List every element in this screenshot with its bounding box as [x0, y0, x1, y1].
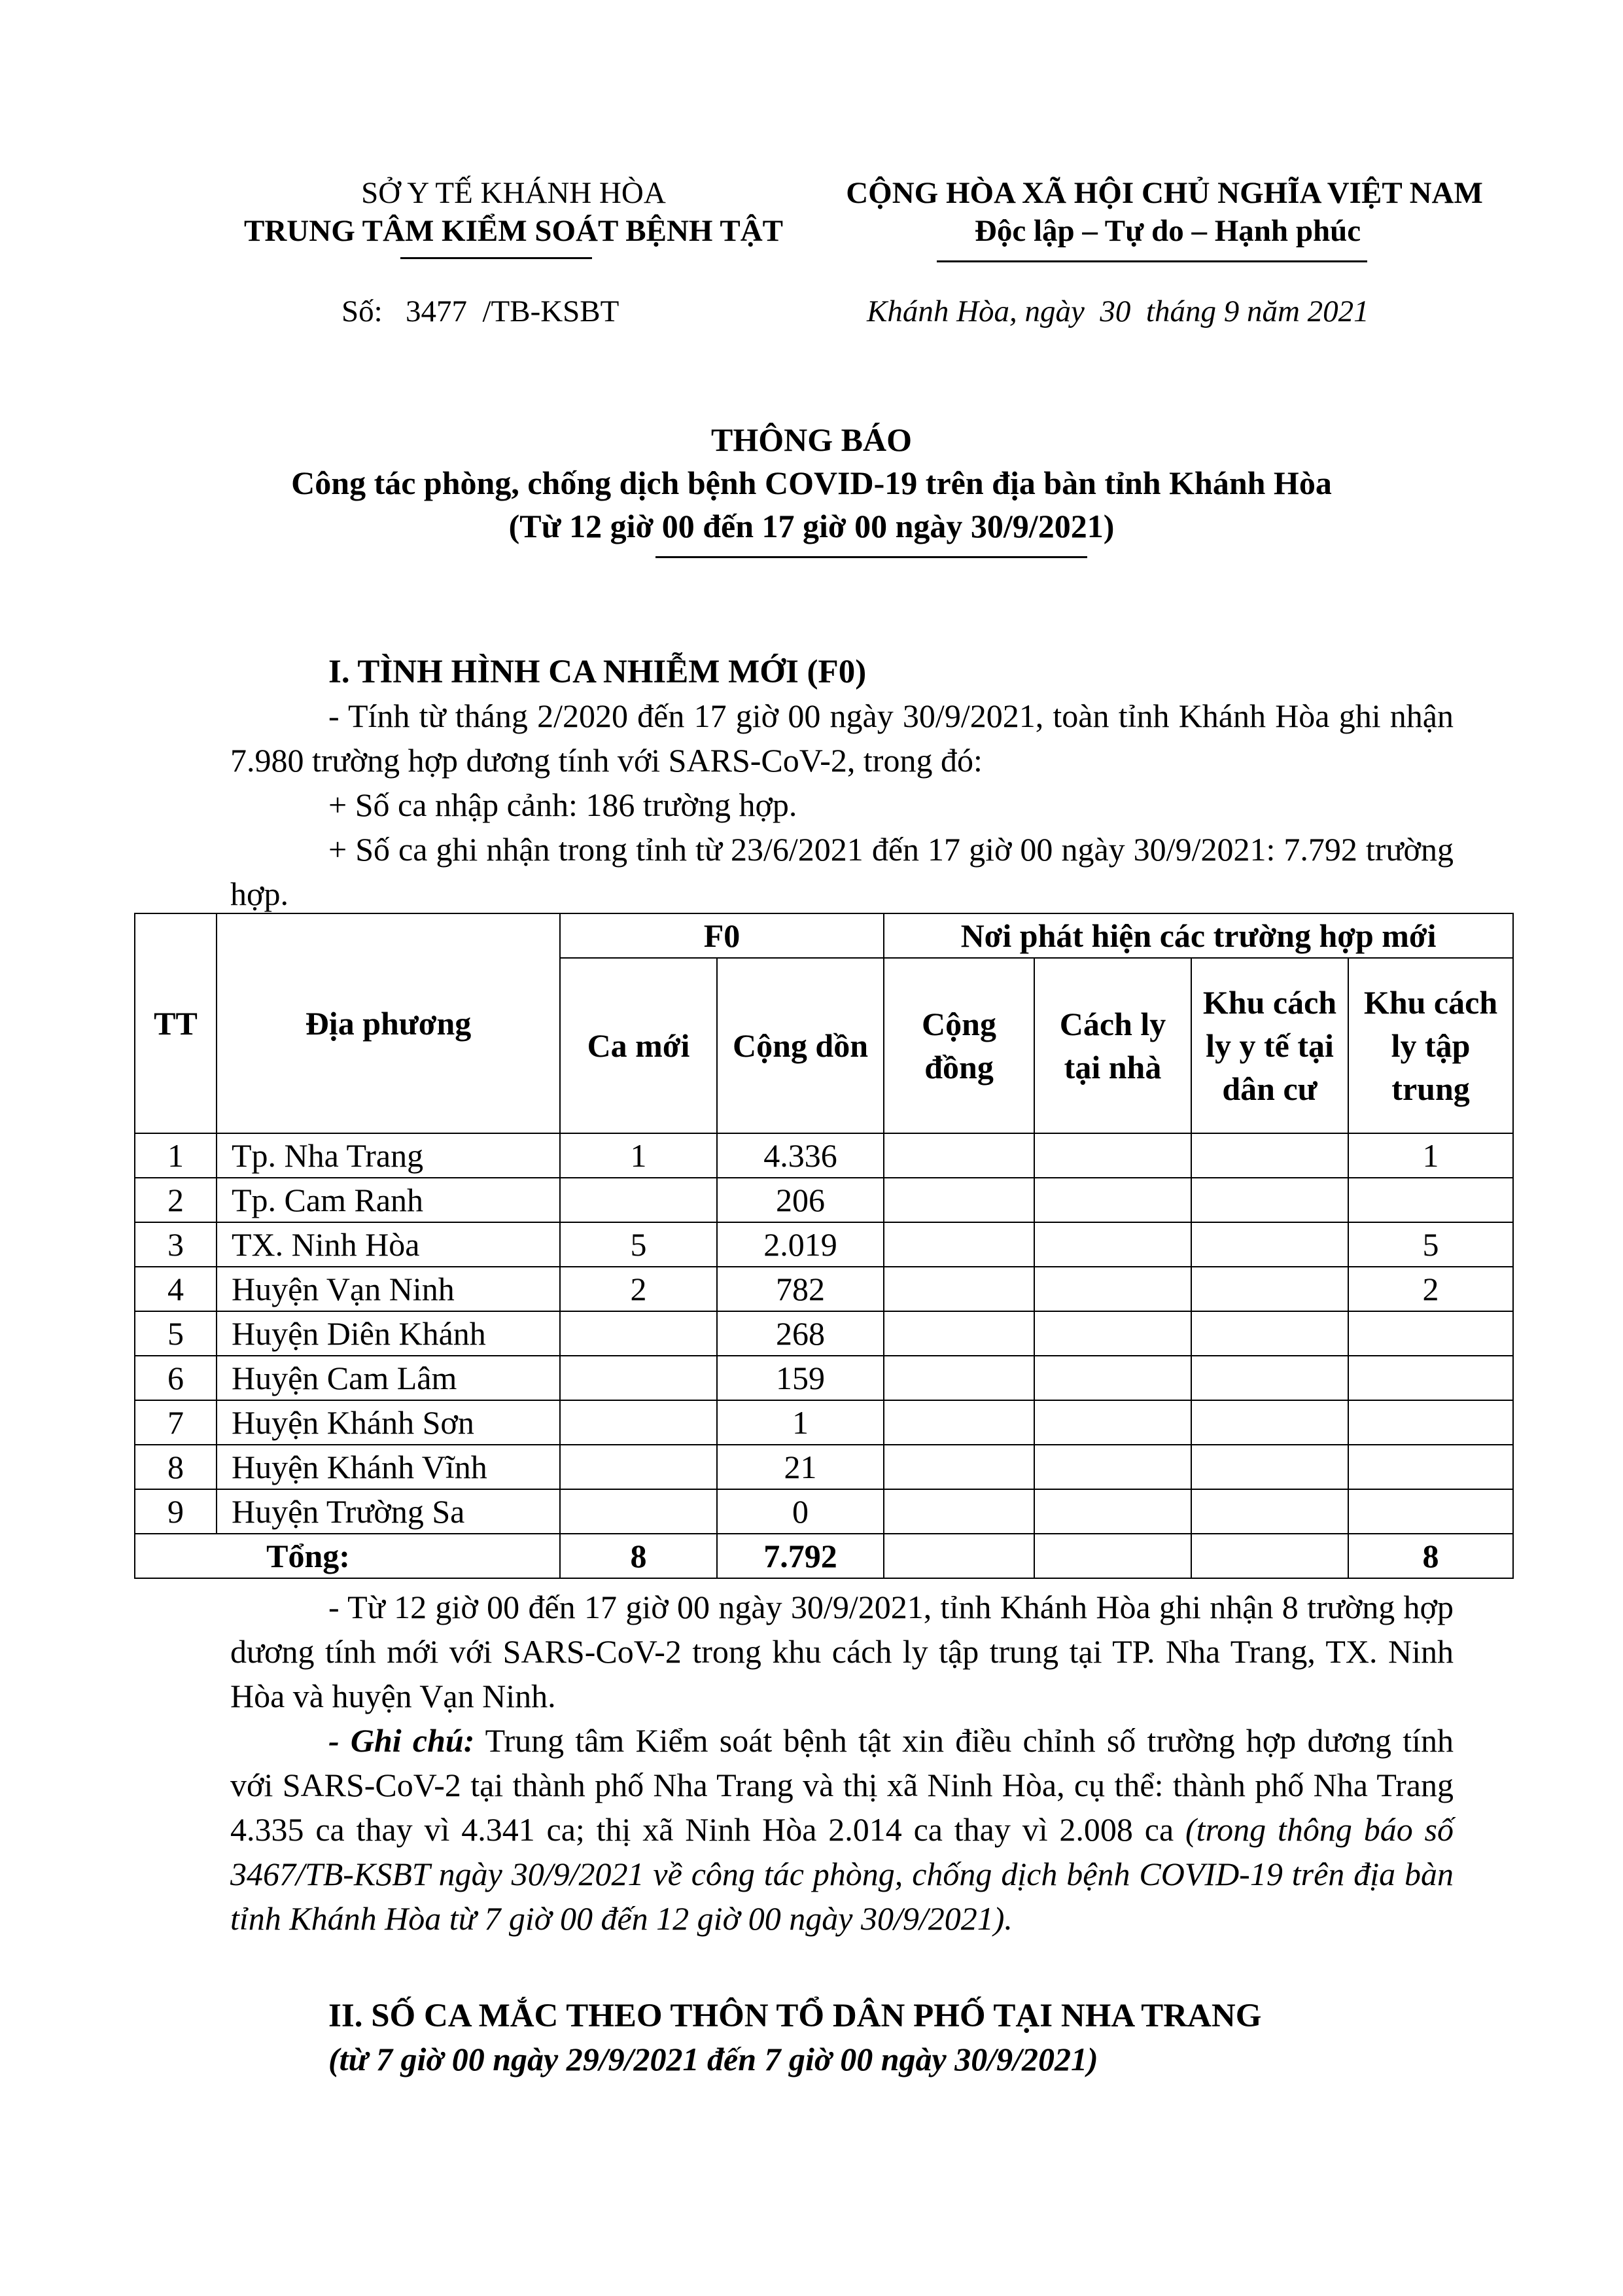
row-new-cases	[560, 1311, 717, 1356]
note-reference: (trong thông báo số 3467/TB-KSBT ngày 30/9/2021 về công tác phòng, chống dịch bệnh COVID-19 trên địa bàn tỉnh Khánh Hòa từ 7 giờ 00 đến 12 giờ 00 ngày 30/9/2021).	[230, 1811, 1454, 1937]
daily-summary: - Từ 12 giờ 00 đến 17 giờ 00 ngày 30/9/2021, tỉnh Khánh Hòa ghi nhận 8 trường hợp dương tính mới với SARS-CoV-2 trong khu cách ly tập trung tại TP. Nha Trang, TX. Ninh Hòa và huyện Vạn Ninh.	[230, 1589, 1454, 1714]
total-residential	[1191, 1534, 1348, 1578]
row-home-isolation	[1034, 1178, 1191, 1222]
note-label: - Ghi chú:	[328, 1722, 475, 1759]
row-locality: Huyện Cam Lâm	[217, 1356, 560, 1400]
row-new-cases: 1	[560, 1133, 717, 1178]
table-row	[135, 1222, 1513, 1267]
row-new-cases	[560, 1356, 717, 1400]
row-locality: Huyện Diên Khánh	[217, 1311, 560, 1356]
row-community	[884, 1267, 1034, 1311]
place-date: Khánh Hòa, ngày 30 tháng 9 năm 2021	[867, 294, 1369, 328]
total-cumulative: 7.792	[717, 1534, 884, 1578]
row-home-isolation	[1034, 1133, 1191, 1178]
row-cumulative: 159	[717, 1356, 884, 1400]
row-community	[884, 1356, 1034, 1400]
col-home-isolation-header: Cách ly tại nhà	[1034, 958, 1191, 1133]
row-home-isolation	[1034, 1489, 1191, 1534]
row-community	[884, 1489, 1034, 1534]
table-row	[135, 1133, 1513, 1178]
total-row	[135, 1534, 1513, 1578]
row-tt: 1	[135, 1133, 217, 1178]
table-row	[135, 1445, 1513, 1489]
section-1-body	[230, 694, 1454, 916]
row-locality: Huyện Khánh Vĩnh	[217, 1445, 560, 1489]
row-centralized-quarantine	[1348, 1356, 1513, 1400]
agency-underline	[400, 257, 592, 259]
agency-parent: SỞ Y TẾ KHÁNH HÒA	[361, 176, 666, 210]
notice-subject: Công tác phòng, chống dịch bệnh COVID-19 trên địa bàn tỉnh Khánh Hòa	[291, 465, 1332, 501]
row-tt: 3	[135, 1222, 217, 1267]
row-residential-quarantine	[1191, 1178, 1348, 1222]
row-cumulative: 21	[717, 1445, 884, 1489]
col-tt-header: TT	[135, 913, 217, 1133]
row-cumulative: 268	[717, 1311, 884, 1356]
col-new-cases-header: Ca mới	[560, 958, 717, 1133]
row-residential-quarantine	[1191, 1489, 1348, 1534]
notice-period: (Từ 12 giờ 00 đến 17 giờ 00 ngày 30/9/2021)	[508, 508, 1115, 544]
row-centralized-quarantine	[1348, 1445, 1513, 1489]
row-centralized-quarantine	[1348, 1400, 1513, 1445]
row-centralized-quarantine: 2	[1348, 1267, 1513, 1311]
row-new-cases: 2	[560, 1267, 717, 1311]
row-cumulative: 0	[717, 1489, 884, 1534]
row-locality: Tp. Nha Trang	[217, 1133, 560, 1178]
row-cumulative: 4.336	[717, 1133, 884, 1178]
row-residential-quarantine	[1191, 1356, 1348, 1400]
row-community	[884, 1445, 1034, 1489]
row-locality: Tp. Cam Ranh	[217, 1178, 560, 1222]
row-home-isolation	[1034, 1356, 1191, 1400]
row-home-isolation	[1034, 1445, 1191, 1489]
section-1-paragraph-1: - Tính từ tháng 2/2020 đến 17 giờ 00 ngày 30/9/2021, toàn tỉnh Khánh Hòa ghi nhận 7.980 trường hợp dương tính với SARS-CoV-2, trong đó:	[230, 698, 1454, 779]
row-home-isolation	[1034, 1311, 1191, 1356]
after-table-body	[230, 1585, 1454, 1941]
col-residential-quarantine-header: Khu cách ly y tế tại dân cư	[1191, 958, 1348, 1133]
section-1-paragraph-3: + Số ca ghi nhận trong tỉnh từ 23/6/2021 đến 17 giờ 00 ngày 30/9/2021: 7.792 trường hợp.	[230, 831, 1454, 912]
row-centralized-quarantine: 5	[1348, 1222, 1513, 1267]
row-tt: 7	[135, 1400, 217, 1445]
row-community	[884, 1133, 1034, 1178]
row-locality: Huyện Khánh Sơn	[217, 1400, 560, 1445]
row-residential-quarantine	[1191, 1311, 1348, 1356]
row-home-isolation	[1034, 1267, 1191, 1311]
table-row	[135, 1489, 1513, 1534]
motto-underline	[937, 260, 1367, 262]
total-home	[1034, 1534, 1191, 1578]
detection-group-header: Nơi phát hiện các trường hợp mới	[884, 913, 1513, 958]
section-1-paragraph-2: + Số ca nhập cảnh: 186 trường hợp.	[328, 786, 797, 823]
section-1-heading: I. TÌNH HÌNH CA NHIỄM MỚI (F0)	[328, 654, 867, 690]
col-locality-header: Địa phương	[217, 913, 560, 1133]
row-community	[884, 1400, 1034, 1445]
row-centralized-quarantine: 1	[1348, 1133, 1513, 1178]
republic-name: CỘNG HÒA XÃ HỘI CHỦ NGHĨA VIỆT NAM	[846, 176, 1483, 210]
row-centralized-quarantine	[1348, 1489, 1513, 1534]
row-new-cases	[560, 1400, 717, 1445]
motto: Độc lập – Tự do – Hạnh phúc	[974, 214, 1361, 248]
col-community-header: Cộng đồng	[884, 958, 1034, 1133]
row-cumulative: 1	[717, 1400, 884, 1445]
row-tt: 9	[135, 1489, 217, 1534]
row-tt: 5	[135, 1311, 217, 1356]
row-community	[884, 1311, 1034, 1356]
row-cumulative: 206	[717, 1178, 884, 1222]
note-text: Trung tâm Kiểm soát bệnh tật xin điều chỉnh số trường hợp dương tính với SARS-CoV-2 tại thành phố Nha Trang và thị xã Ninh Hòa, cụ thể: thành phố Nha Trang 4.335 ca thay vì 4.341 ca; thị xã Ninh Hòa 2.014 ca thay vì 2.008 ca	[230, 1722, 1454, 1848]
table-row	[135, 1267, 1513, 1311]
row-community	[884, 1222, 1034, 1267]
row-locality: TX. Ninh Hòa	[217, 1222, 560, 1267]
row-new-cases	[560, 1445, 717, 1489]
row-community	[884, 1178, 1034, 1222]
f0-group-header: F0	[560, 913, 884, 958]
row-locality: Huyện Trường Sa	[217, 1489, 560, 1534]
total-new: 8	[560, 1534, 717, 1578]
col-cumulative-header: Cộng dồn	[717, 958, 884, 1133]
row-tt: 2	[135, 1178, 217, 1222]
row-locality: Huyện Vạn Ninh	[217, 1267, 560, 1311]
total-label: Tổng:	[135, 1534, 560, 1578]
row-home-isolation	[1034, 1222, 1191, 1267]
cases-table	[134, 913, 1514, 1579]
table-row	[135, 1178, 1513, 1222]
table-row	[135, 1311, 1513, 1356]
table-row	[135, 1356, 1513, 1400]
row-new-cases: 5	[560, 1222, 717, 1267]
table-row	[135, 1400, 1513, 1445]
total-community	[884, 1534, 1034, 1578]
row-residential-quarantine	[1191, 1400, 1348, 1445]
row-tt: 8	[135, 1445, 217, 1489]
section-2-heading: II. SỐ CA MẮC THEO THÔN TỔ DÂN PHỐ TẠI NHA TRANG	[328, 1998, 1262, 2034]
title-underline	[655, 556, 1087, 558]
doc-number: Số: 3477 /TB-KSBT	[341, 294, 620, 328]
row-centralized-quarantine	[1348, 1311, 1513, 1356]
row-residential-quarantine	[1191, 1267, 1348, 1311]
agency-name: TRUNG TÂM KIỂM SOÁT BỆNH TẬT	[244, 214, 783, 248]
row-new-cases	[560, 1489, 717, 1534]
row-residential-quarantine	[1191, 1222, 1348, 1267]
section-2-subheading: (từ 7 giờ 00 ngày 29/9/2021 đến 7 giờ 00 ngày 30/9/2021)	[328, 2041, 1098, 2077]
col-centralized-quarantine-header: Khu cách ly tập trung	[1348, 958, 1513, 1133]
row-tt: 4	[135, 1267, 217, 1311]
row-home-isolation	[1034, 1400, 1191, 1445]
row-centralized-quarantine	[1348, 1178, 1513, 1222]
total-centralized: 8	[1348, 1534, 1513, 1578]
row-residential-quarantine	[1191, 1445, 1348, 1489]
row-residential-quarantine	[1191, 1133, 1348, 1178]
row-new-cases	[560, 1178, 717, 1222]
row-tt: 6	[135, 1356, 217, 1400]
row-cumulative: 782	[717, 1267, 884, 1311]
notice-title: THÔNG BÁO	[711, 421, 912, 458]
correction-note	[230, 1718, 1454, 1941]
row-cumulative: 2.019	[717, 1222, 884, 1267]
